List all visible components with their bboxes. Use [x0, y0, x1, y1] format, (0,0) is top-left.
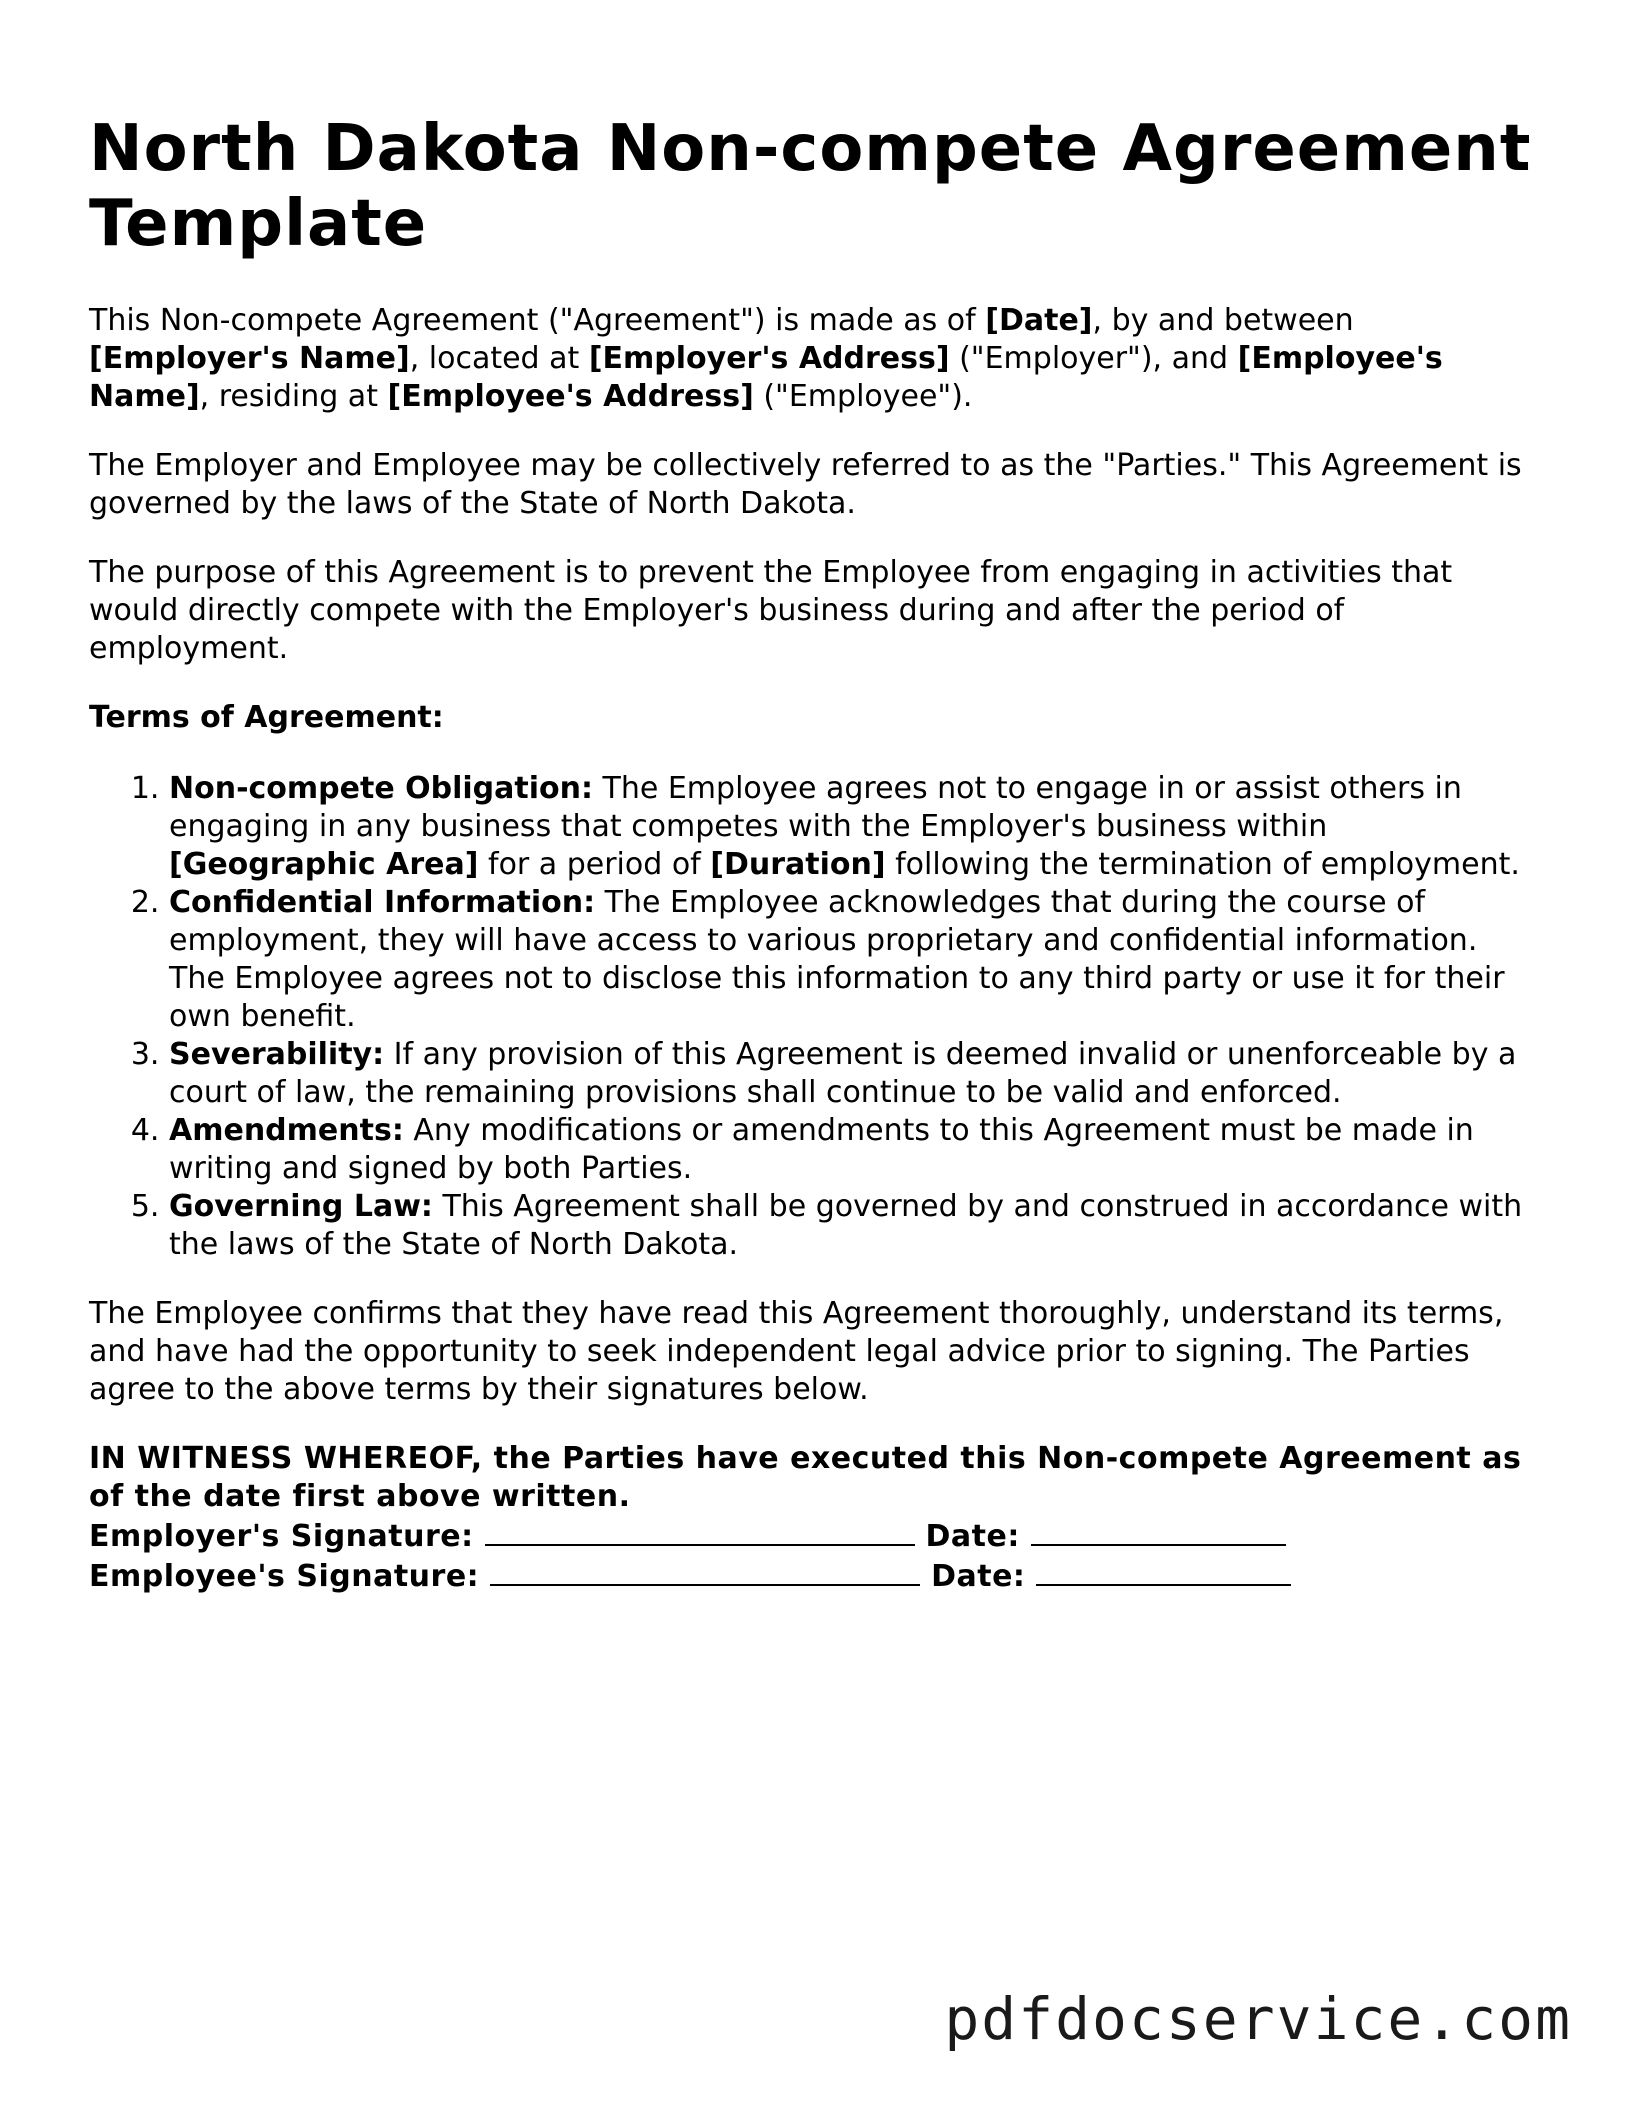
employer-signature-label: Employer's Signature: [89, 1519, 474, 1554]
term-text: The Employee agrees not to engage in or assist others in engaging in any business that competes with the Employer's business within [169, 771, 1462, 844]
employee-signature-line[interactable] [490, 1556, 920, 1586]
intro-text-3: , located at [409, 341, 589, 376]
term-label: Non-compete Obligation: [169, 771, 593, 806]
employer-date-label: Date: [925, 1519, 1020, 1554]
terms-list [89, 770, 1539, 1264]
term-text: following the termination of employment. [885, 847, 1520, 882]
employee-signature-row [89, 1556, 1539, 1596]
document-title: North Dakota Non-compete Agreement Template [89, 112, 1532, 261]
term-item-severability [169, 1036, 1539, 1112]
duration-placeholder: [Duration] [710, 847, 886, 882]
terms-heading-text: Terms of Agreement: [89, 700, 444, 735]
intro-text-6: ("Employee"). [753, 379, 973, 414]
employer-name-placeholder: [Employer's Name] [89, 341, 410, 376]
watermark-text: pdfdocservice.com [944, 1985, 1572, 2053]
employer-signature-row [89, 1516, 1539, 1556]
employee-date-label: Date: [931, 1559, 1026, 1594]
witness-statement [89, 1440, 1539, 1516]
intro-text-5: , residing at [199, 379, 388, 414]
intro-text-2: , by and between [1092, 303, 1354, 338]
term-text: If any provision of this Agreement is deemed invalid or unenforceable by a court of law, the remaining provisions shall continue to be valid and enforced. [169, 1037, 1517, 1110]
intro-text-1: This Non-compete Agreement ("Agreement") is made as of [89, 303, 986, 338]
employer-date-line[interactable] [1031, 1516, 1286, 1546]
employee-date-line[interactable] [1036, 1556, 1291, 1586]
confirmation-paragraph: The Employee confirms that they have read this Agreement thoroughly, understand its terms, and have had the opportunity to seek independent legal advice prior to signing. The Parties agree to the above terms by their signatures below. [89, 1296, 1504, 1407]
intro-paragraph [89, 302, 1539, 416]
term-text: This Agreement shall be governed by and construed in accordance with the laws of the State of North Dakota. [169, 1189, 1523, 1262]
employee-address-placeholder: [Employee's Address] [387, 379, 754, 414]
document-page [89, 112, 1539, 1596]
term-label: Severability: [169, 1037, 385, 1072]
term-item-noncompete [169, 770, 1539, 884]
term-item-governing-law [169, 1188, 1539, 1264]
term-label: Amendments: [169, 1113, 404, 1148]
witness-statement-text: IN WITNESS WHEREOF, the Parties have executed this Non-compete Agreement as of the date first above written. [89, 1441, 1522, 1514]
term-text: Any modifications or amendments to this Agreement must be made in writing and signed by both Parties. [169, 1113, 1474, 1186]
parties-paragraph: The Employer and Employee may be collectively referred to as the "Parties." This Agreement is governed by the laws of the State of North Dakota. [89, 448, 1522, 521]
term-text: for a period of [478, 847, 711, 882]
term-text: The Employee acknowledges that during the course of employment, they will have access to various proprietary and confidential information. The Employee agrees not to disclose this information to any third party or use it for their own benefit. [169, 885, 1505, 1034]
terms-heading [89, 699, 1539, 737]
employee-name-placeholder: [Employee's Name] [89, 341, 1443, 414]
term-item-confidential [169, 884, 1539, 1036]
date-placeholder: [Date] [985, 303, 1093, 338]
employer-address-placeholder: [Employer's Address] [588, 341, 950, 376]
term-item-amendments [169, 1112, 1539, 1188]
geographic-area-placeholder: [Geographic Area] [169, 847, 479, 882]
purpose-paragraph: The purpose of this Agreement is to prevent the Employee from engaging in activities that would directly compete with the Employer's business during and after the period of employment. [89, 555, 1453, 666]
intro-text-4: ("Employer"), and [949, 341, 1238, 376]
employee-signature-label: Employee's Signature: [89, 1559, 480, 1594]
employer-signature-line[interactable] [485, 1516, 915, 1546]
term-label: Governing Law: [169, 1189, 433, 1224]
term-label: Confidential Information: [169, 885, 596, 920]
